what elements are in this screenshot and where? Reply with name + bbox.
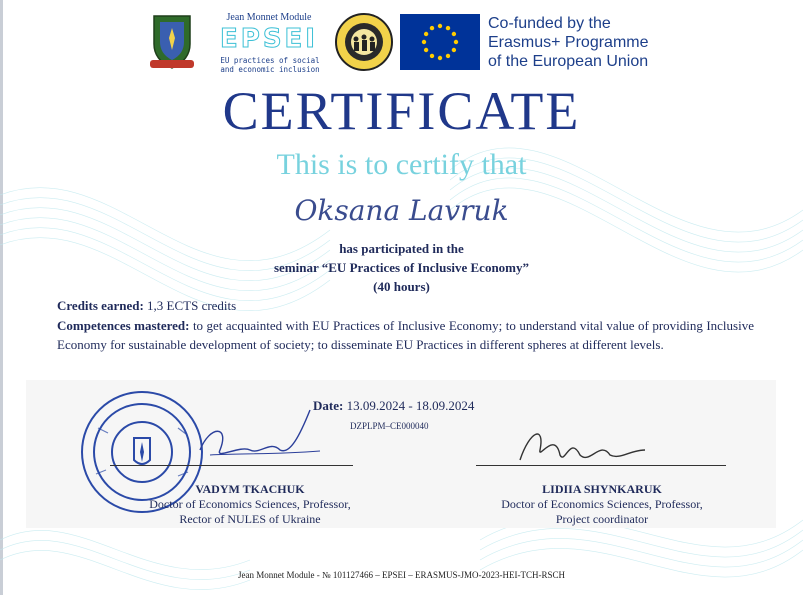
epsei-subtitle: [208, 56, 332, 74]
rector-title-1: Doctor of Economics Sciences, Professor,: [149, 497, 351, 511]
credits-label: Credits earned:: [57, 298, 144, 313]
coordinator-title-1: Doctor of Economics Sciences, Professor,: [501, 497, 703, 511]
competences-label: Competences mastered:: [57, 318, 190, 333]
coordinator-signer-block: [452, 482, 752, 527]
date-line: [313, 398, 474, 414]
eu-flag-logo: [400, 14, 480, 70]
certificate-code: DZPLPM–CE000040: [350, 421, 429, 431]
recipient-name: Oksana Lavruk: [294, 194, 509, 227]
rector-name: VADYM TKACHUK: [195, 482, 305, 496]
epsei-logo-text: EPSEI: [220, 24, 318, 54]
rector-title-2: Rector of NULES of Ukraine: [179, 512, 321, 526]
erasmus-line-3: of the European Union: [488, 53, 649, 70]
erasmus-line-2: Erasmus+ Programme: [488, 34, 649, 51]
participation-text: has participated in the: [339, 241, 464, 256]
organization-round-logo: [334, 12, 394, 72]
university-crest-logo: [146, 10, 198, 72]
epsei-subtitle-line-1: EU practices of social: [220, 56, 320, 65]
certify-statement: This is to certify that: [276, 148, 527, 181]
coordinator-title-2: Project coordinator: [555, 512, 649, 526]
credits-earned: [57, 298, 236, 314]
date-value: 13.09.2024 - 18.09.2024: [346, 398, 475, 413]
rector-signature: [180, 405, 330, 470]
coordinator-name: LIDIIA SHYNKARUK: [542, 482, 662, 496]
competences-mastered: [57, 316, 754, 354]
erasmus-line-1: Co-funded by the: [488, 15, 611, 32]
erasmus-cofunding-text: [488, 14, 649, 71]
certificate-title: CERTIFICATE: [222, 81, 581, 141]
signature-rule-left: [110, 465, 353, 466]
competences-value: to get acquainted with EU Practices of Inclusive Economy; to understand vital value of providing Inclusive Economy for sustainable development of society; to disseminate EU Practices in different spheres at different levels.: [57, 318, 754, 352]
jean-monnet-label: Jean Monnet Module: [226, 12, 312, 23]
signature-rule-right: [476, 465, 726, 466]
coordinator-signature: [510, 420, 660, 470]
epsei-subtitle-line-2: and economic inclusion: [220, 65, 320, 74]
seminar-title: seminar “EU Practices of Inclusive Economy”: [273, 260, 530, 275]
credits-value: 1,3 ECTS credits: [147, 298, 237, 313]
seminar-hours: (40 hours): [373, 279, 430, 294]
eu-stars-icon: [400, 14, 480, 70]
footer-project-reference: Jean Monnet Module - № 101127466 – EPSEI – ERASMUS-JMO-2023-HEI-TCH-RSCH: [238, 570, 565, 580]
date-label: Date:: [313, 398, 344, 413]
rector-signer-block: [100, 482, 400, 527]
